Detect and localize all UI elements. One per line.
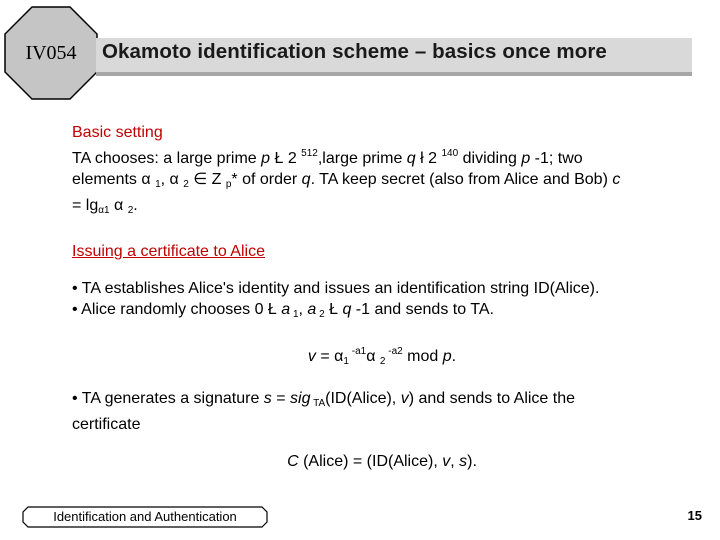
bullet-signature-cont: certificate xyxy=(72,416,141,433)
setting-line-3: = $\lg_{\alpha 1} \alpha$ $_2$. xyxy=(72,197,138,216)
basic-setting-heading: Basic setting xyxy=(72,124,163,141)
setting-line-2: elements α $_1$, α $_2$ ∈ Z $_p$* of order q. TA keep secret (also from Alice and Bob) c xyxy=(72,171,621,190)
title-bar xyxy=(96,38,692,76)
certificate-heading: Issuing a certificate to Alice xyxy=(72,243,265,260)
slide-content xyxy=(72,122,692,472)
bullet-random-choice: • Alice randomly chooses 0 Ł a $_1$, a $_2$ Ł q -1 and sends to TA. xyxy=(72,301,494,320)
slide-badge xyxy=(4,6,98,100)
bullet-signature: • TA generates a signature s = sig $_{TA}$(ID(Alice), v) and sends to Alice the xyxy=(72,390,576,409)
course-code: IV054 xyxy=(25,42,77,64)
page-number: 15 xyxy=(687,508,702,523)
equation-v: $v = \alpha_1$ $^{-a1}$α $_2$ $^{-a2}$ mod p. xyxy=(307,346,457,367)
slide-title: Okamoto identification scheme – basics once more xyxy=(102,40,607,63)
certificate-equation: C (Alice) = (ID(Alice), v, s). xyxy=(287,453,477,470)
setting-line-1: TA chooses: a large prime p Ł 2 $^{512}$,large prime q ł 2 $^{140}$ dividing p -1; two xyxy=(72,148,583,167)
footer-label xyxy=(22,506,268,528)
footer-text: Identification and Authentication xyxy=(53,509,237,524)
bullet-identity: • TA establishes Alice's identity and issues an identification string ID(Alice). xyxy=(72,280,600,297)
